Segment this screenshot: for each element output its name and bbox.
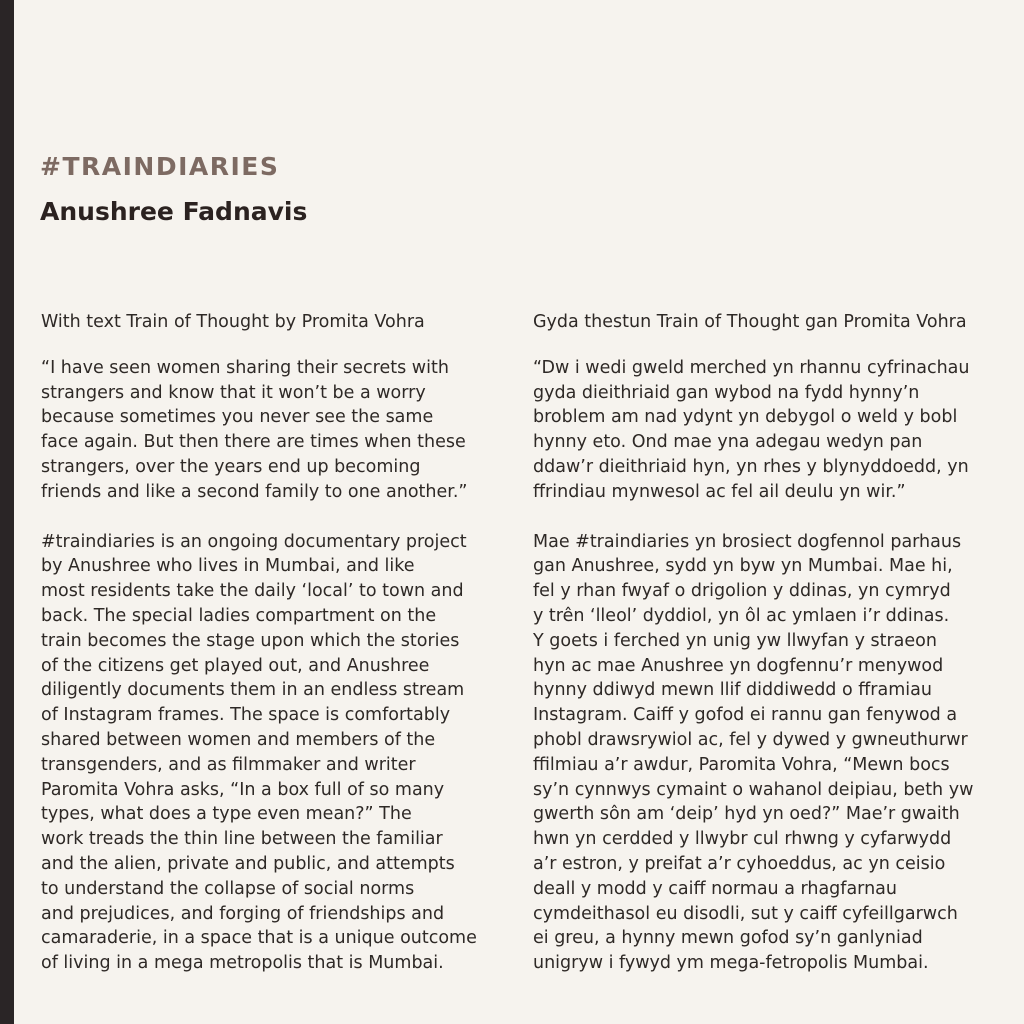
welsh-quote [533,356,1019,505]
welsh-quote-line: ddaw’r dieithriaid hyn, yn rhes y blynyddoedd, yn [533,456,969,477]
english-body-line: and prejudices, and forging of friendships and [41,903,445,924]
welsh-body-line: ffilmiau a’r awdur, Paromita Vohra, “Mewn bocs [533,754,950,775]
english-body-line: by Anushree who lives in Mumbai, and like [41,556,415,577]
welsh-column [533,310,1019,976]
welsh-body-line: deall y modd y caiff normau a rhagfarnau [533,878,897,899]
welsh-body-line: phobl drawsrywiol ac, fel y dywed y gwneuthurwr [533,729,968,750]
welsh-body-line: a’r estron, y preifat a’r cyhoeddus, ac yn ceisio [533,853,946,874]
welsh-body-line: fel y rhan fwyaf o drigolion y ddinas, yn cymryd [533,581,951,602]
english-body-line: back. The special ladies compartment on the [41,605,437,626]
english-body-line: train becomes the stage upon which the stories [41,630,460,651]
english-body-line: transgenders, and as filmmaker and writer [41,754,416,775]
english-quote-line: “I have seen women sharing their secrets with [41,357,449,378]
label-panel [14,0,1024,1024]
english-body-line: of Instagram frames. The space is comfortably [41,705,451,726]
english-quote [41,356,529,505]
welsh-body [533,530,1019,976]
welsh-quote-line: hynny eto. Ond mae yna adegau wedyn pan [533,432,923,453]
welsh-body-line: Y goets i ferched yn unig yw llwyfan y straeon [533,630,937,651]
english-body-line: work treads the thin line between the familiar [41,829,443,850]
english-body-line: most residents take the daily ‘local’ to town and [41,581,464,602]
welsh-body-line: hynny ddiwyd mewn llif diddiwedd o fframiau [533,680,932,701]
welsh-quote-line: gyda dieithriaid gan wybod na fydd hynny’n [533,382,920,403]
welsh-body-line: hyn ac mae Anushree yn dogfennu’r menywod [533,655,944,676]
welsh-quote-line: “Dw i wedi gweld merched yn rhannu cyfrinachau [533,357,970,378]
english-intro: With text Train of Thought by Promita Vohra [41,312,425,332]
english-quote-line: face again. But then there are times when these [41,432,466,453]
welsh-quote-line: ffrindiau mynwesol ac fel ail deulu yn wir.” [533,481,906,502]
wall-edge [0,0,14,1024]
author-name: Anushree Fadnavis [40,197,308,226]
english-body-line: to understand the collapse of social norms [41,878,415,899]
hashtag-title: #TRAINDIARIES [40,152,280,181]
english-quote-line: strangers, over the years end up becoming [41,456,421,477]
welsh-body-line: unigryw i fywyd ym mega-fetropolis Mumbai. [533,953,929,974]
english-body-line: diligently documents them in an endless stream [41,680,465,701]
welsh-body-line: gan Anushree, sydd yn byw yn Mumbai. Mae hi, [533,556,953,577]
welsh-body-line: y trên ‘lleol’ dyddiol, yn ôl ac ymlaen i’r ddinas. [533,605,950,626]
welsh-body-line: ei greu, a hynny mewn gofod sy’n ganlyniad [533,928,923,949]
english-quote-line: strangers and know that it won’t be a worry [41,382,426,403]
english-body-line: of living in a mega metropolis that is Mumbai. [41,953,444,974]
welsh-body-line: hwn yn cerdded y llwybr cul rhwng y cyfarwydd [533,829,952,850]
welsh-body-line: Mae #traindiaries yn brosiect dogfennol parhaus [533,531,962,552]
english-body-line: shared between women and members of the [41,729,436,750]
welsh-body-line: sy’n cynnwys cymaint o wahanol deipiau, beth yw [533,779,974,800]
english-column [41,310,529,976]
welsh-body-line: Instagram. Caiff y gofod ei rannu gan fenywod a [533,705,958,726]
english-body-line: types, what does a type even mean?” The [41,804,412,825]
welsh-quote-line: broblem am nad ydynt yn debygol o weld y bobl [533,407,958,428]
english-body-line: Paromita Vohra asks, “In a box full of so many [41,779,445,800]
welsh-intro: Gyda thestun Train of Thought gan Promita Vohra [533,312,967,332]
english-body-line: and the alien, private and public, and attempts [41,853,455,874]
english-quote-line: friends and like a second family to one another.” [41,481,468,502]
welsh-body-line: gwerth sôn am ‘deip’ hyd yn oed?” Mae’r gwaith [533,804,960,825]
english-quote-line: because sometimes you never see the same [41,407,434,428]
english-body-line: #traindiaries is an ongoing documentary project [41,531,467,552]
english-body-line: of the citizens get played out, and Anushree [41,655,430,676]
welsh-body-line: cymdeithasol eu disodli, sut y caiff cyfeillgarwch [533,903,958,924]
english-body-line: camaraderie, in a space that is a unique outcome [41,928,477,949]
english-body [41,530,529,976]
